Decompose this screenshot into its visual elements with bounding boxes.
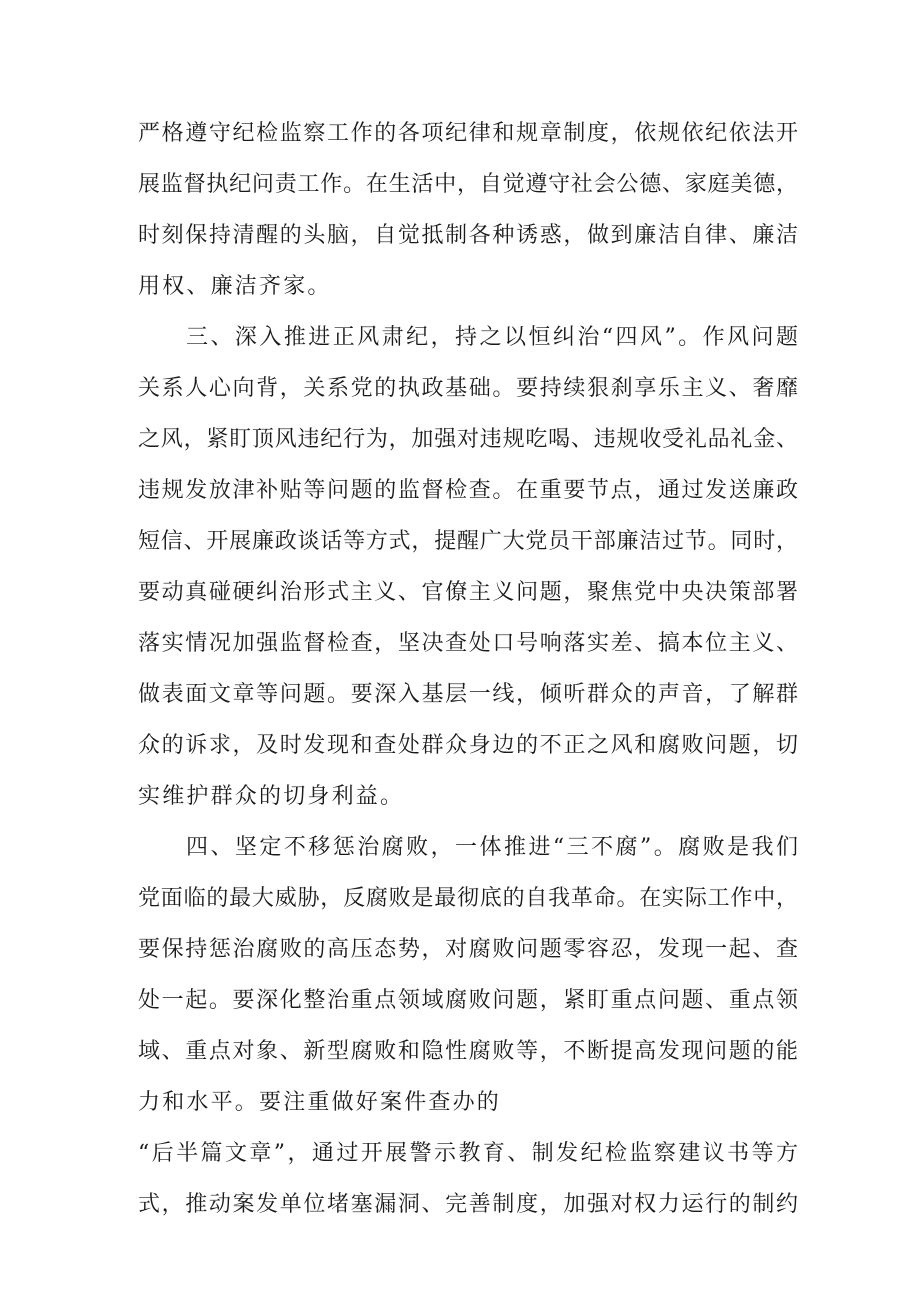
- text-line: 时刻保持清醒的头脑，自觉抵制各种诱惑，做到廉洁自律、廉洁: [138, 223, 798, 248]
- text-line: 用权、廉洁齐家。: [138, 274, 332, 299]
- text-line: 众的诉求，及时发现和查处群众身边的不正之风和腐败问题，切: [138, 733, 798, 758]
- text-line: 式，推动案发单位堵塞漏洞、完善制度，加强对权力运行的制约: [138, 1192, 798, 1217]
- text-line: 之风，紧盯顶风违纪行为，加强对违规吃喝、违规收受礼品礼金、: [138, 427, 798, 452]
- text-line: 实维护群众的切身利益。: [138, 784, 405, 809]
- section-heading-four: 四、坚定不移惩治腐败，一体推进“三不腐”。腐败是我们: [186, 835, 798, 860]
- text-line: 要保持惩治腐败的高压态势，对腐败问题零容忍，发现一起、查: [138, 937, 798, 962]
- text-line: “后半篇文章”，通过开展警示教育、制发纪检监察建议书等方: [138, 1141, 798, 1166]
- text-line: 域、重点对象、新型腐败和隐性腐败等，不断提高发现问题的能: [138, 1039, 798, 1064]
- text-line: 关系人心向背，关系党的执政基础。要持续狠刹享乐主义、奢靡: [138, 376, 798, 401]
- text-line: 违规发放津补贴等问题的监督检查。在重要节点，通过发送廉政: [138, 478, 798, 503]
- text-line: 落实情况加强监督检查，坚决查处口号响落实差、搞本位主义、: [138, 631, 798, 656]
- text-line: 短信、开展廉政谈话等方式，提醒广大党员干部廉洁过节。同时，: [138, 529, 798, 554]
- text-line: 处一起。要深化整治重点领域腐败问题，紧盯重点问题、重点领: [138, 988, 798, 1013]
- text-line: 严格遵守纪检监察工作的各项纪律和规章制度，依规依纪依法开: [138, 121, 798, 146]
- text-line: 力和水平。要注重做好案件查办的: [138, 1090, 502, 1115]
- text-line: 要动真碰硬纠治形式主义、官僚主义问题，聚焦党中央决策部署: [138, 580, 798, 605]
- text-line: 党面临的最大威胁，反腐败是最彻底的自我革命。在实际工作中，: [138, 886, 798, 911]
- section-heading-three: 三、深入推进正风肃纪，持之以恒纠治“四风”。作风问题: [186, 325, 798, 350]
- text-line: 做表面文章等问题。要深入基层一线，倾听群众的声音，了解群: [138, 682, 798, 707]
- text-line: 展监督执纪问责工作。在生活中，自觉遵守社会公德、家庭美德，: [138, 172, 798, 197]
